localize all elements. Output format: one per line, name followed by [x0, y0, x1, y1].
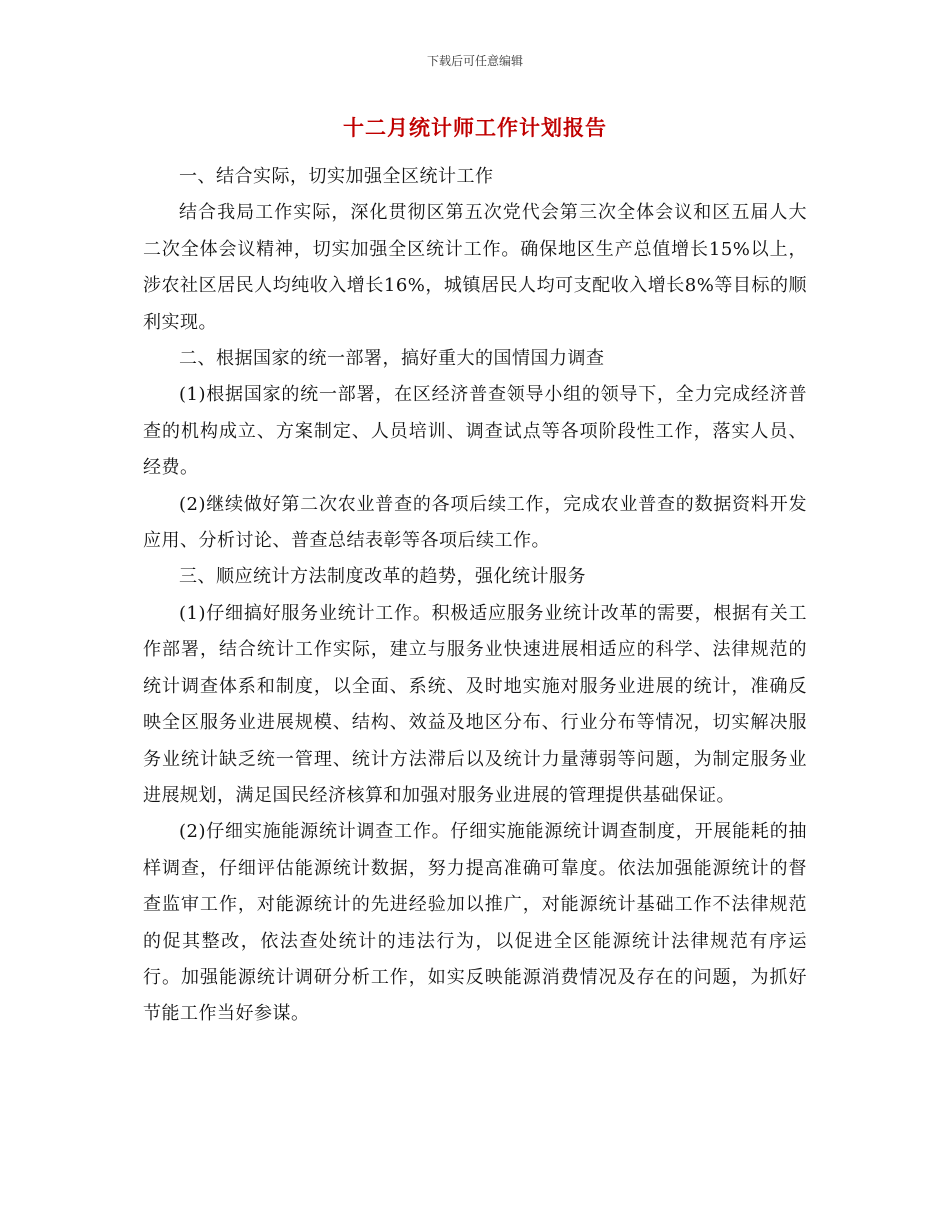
body-paragraph: (1)仔细搞好服务业统计工作。积极适应服务业统计改革的需要，根据有关工作部署，结合统计工作实际，建立与服务业快速进展相适应的科学、法律规范的统计调查体系和制度，以全面、系统、及时地实施对服务业进展的统计，准确反映全区服务业进展规模、结构、效益及地区分布、行业分布等情况，切实解决服务业统计缺乏统一管理、统计方法滞后以及统计力量薄弱等问题，为制定服务业进展规划，满足国民经济核算和加强对服务业进展的管理提供基础保证。 [143, 602, 807, 806]
body-paragraph: (2)继续做好第二次农业普查的各项后续工作，完成农业普查的数据资料开发应用、分析讨论、普查总结表彰等各项后续工作。 [143, 493, 807, 552]
section-heading-1: 一、结合实际，切实加强全区统计工作 [179, 166, 494, 187]
body-paragraph: 结合我局工作实际，深化贯彻区第五次党代会第三次全体会议和区五届人大二次全体会议精神，切实加强全区统计工作。确保地区生产总值增长15%以上，涉农社区居民人均纯收入增长16%，城镇居民人均可支配收入增长8%等目标的顺利实现。 [143, 202, 807, 333]
body-paragraph: (2)仔细实施能源统计调查工作。仔细实施能源统计调查制度，开展能耗的抽样调查，仔细评估能源统计数据，努力提高准确可靠度。依法加强能源统计的督查监审工作，对能源统计的先进经验加以推广，对能源统计基础工作不法律规范的促其整改，依法查处统计的违法行为，以促进全区能源统计法律规范有序运行。加强能源统计调研分析工作，如实反映能源消费情况及存在的问题，为抓好节能工作当好参谋。 [143, 821, 807, 1025]
header-note: 下载后可任意编辑 [426, 54, 523, 68]
document-body [143, 159, 807, 1033]
body-paragraph: (1)根据国家的统一部署，在区经济普查领导小组的领导下，全力完成经济普查的机构成立、方案制定、人员培训、调查试点等各项阶段性工作，落实人员、经费。 [143, 384, 807, 479]
section-heading-2: 二、根据国家的统一部署，搞好重大的国情国力调查 [179, 348, 605, 370]
document-title: 十二月统计师工作计划报告 [343, 115, 607, 140]
section-heading-3: 三、顺应统计方法制度改革的趋势，强化统计服务 [179, 566, 586, 588]
